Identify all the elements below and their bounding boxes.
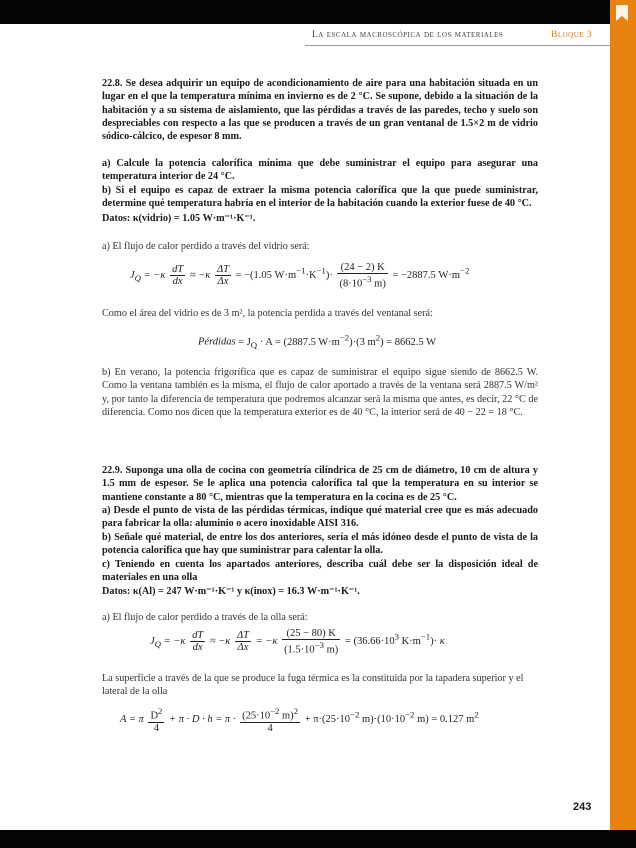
problem-22-8-solution-b: b) En verano, la potencia frigorífica que es capaz de suministrar el equipo sigue siendo de 8662.5 W. Como la ventana también es la misma, el flujo de calor aportado a través de la ventana será 2887.5 W/m² y, por tanto la diferencia de temperatura que podremos alcanzar será la misma que antes, es decir, 22 °C de diferencia. Como nos dicen que la temperatura exterior es de 40 °C, la interior será de 40 − 22 = 18 °C. bbox=[102, 367, 538, 418]
equation-surface-area: A = π $\frac{D^2}{4}$ + π · D · h = π · $\frac{(25\cdot 10^{-2} m)^2}{4}$ + $\pi\cdot(25\cdot 10^{-2}$ $m)\cdot(10\cdot 10^{-2}$ m) = 0.127 $m^2$ bbox=[120, 706, 479, 734]
bottom-bar bbox=[0, 830, 636, 848]
problem-22-8-datos: Datos: κ(vidrio) = 1.05 W·m⁻¹·K⁻¹. bbox=[102, 213, 256, 224]
section-tab bbox=[610, 0, 636, 830]
header-rule bbox=[305, 45, 610, 46]
problem-22-8-part-a: a) Calcule la potencia calorífica mínima que debe suministrar el equipo para asegurar una temperatura interior de 24 °C. bbox=[102, 158, 538, 183]
running-header-title: La escala macroscópica de los materiales bbox=[312, 30, 504, 40]
bookmark-icon[interactable] bbox=[613, 4, 631, 22]
running-header-section: Bloque 3 bbox=[551, 30, 593, 40]
problem-22-9-solution-a: a) El flujo de calor perdido a través de la olla será: bbox=[102, 612, 308, 623]
problem-22-9-part-c: c) Teniendo en cuenta los apartados anteriores, describa cuál debe ser la disposición ideal de materiales en una olla bbox=[102, 559, 538, 584]
problem-22-9-datos: Datos: κ(Al) = 247 W·m⁻¹·K⁻¹ y κ(inox) = 16.3 W·m⁻¹·K⁻¹. bbox=[102, 586, 360, 597]
problem-22-8-solution-a: a) El flujo de calor perdido a través del vidrio será: bbox=[102, 241, 310, 252]
problem-22-9-statement: 22.9. Suponga una olla de cocina con geometría cilíndrica de 25 cm de diámetro, 10 cm de altura y 1.5 mm de espesor. Se le aplica una potencia calorífica tal que la temperatura en su interior se mantiene constante a 80 °C, mientras que la temperatura en la cocina es de 25 °C. bbox=[102, 465, 538, 503]
problem-22-8-part-b: b) Si el equipo es capaz de extraer la misma potencia calorífica que la que puede suministrar, determine qué temperatura habría en el interior de la habitación cuando la exterior fuese de 40 °C. bbox=[102, 185, 538, 210]
equation-heat-flux-glass: $J_Q = -\kappa$ $\frac{dT}{dx}$ ≈ −κ $\frac{\Delta T}{\Delta x}$ = −(1.05 $W\cdot m^{-1}\cdot K^{-1})\cdot$ $\frac{(24 - 2) K}{(8\cdot 10^{-3} m)}$ = −2887.5 $W\cdot m^{-2}$ bbox=[130, 262, 470, 290]
equation-heat-flux-pot: $J_Q = -\kappa$ $\frac{dT}{dx}$ ≈ −κ $\frac{\Delta T}{\Delta x}$ = −κ $\frac{(25 - 80) K}{(1.5\cdot 10^{-3} m)}$ = ($36.66\cdot 10^3$ $K\cdot m^{-1})\cdot \kappa$ bbox=[150, 628, 445, 656]
problem-22-8-statement: 22.8. Se desea adquirir un equipo de acondicionamiento de aire para una habitación situada en un lugar en el que la temperatura mínima en invierno es de 2 °C. Se supone, debido a la situación de la habitación y a su sistema de aislamiento, que las pérdidas a través de las paredes, techo y suelo son despreciables con respecto a las que se producen a través de un gran ventanal de 1.5×2 m de vidrio sódico-cálcico, de espesor 8 mm. bbox=[102, 78, 538, 143]
equation-power-loss: Pérdidas = $J_Q \cdot A = (2887.5$ $W\cdot m^{-2})\cdot(3$ $m^2) = 8662.5$ W bbox=[198, 332, 436, 350]
problem-22-8-area-text: Como el área del vidrio es de 3 m², la potencia perdida a través del ventanal será: bbox=[102, 308, 433, 319]
problem-22-9-part-a: a) Desde el punto de vista de las pérdidas térmicas, indique qué material cree que es más adecuado para fabricar la olla: aluminio o acero inoxidable AISI 316. bbox=[102, 505, 538, 530]
book-page bbox=[0, 24, 626, 830]
problem-22-9-surface-text: La superficie a través de la que se produce la fuga térmica es la constituida por la tapadera superior y el lateral de la olla bbox=[102, 673, 524, 698]
problem-22-9-part-b: b) Señale qué material, de entre los dos anteriores, sería el más idóneo desde el punto de vista de la potencia calorífica que hay que suministrar para calentar la olla. bbox=[102, 532, 538, 557]
top-bar bbox=[0, 0, 636, 24]
page-number: 243 bbox=[573, 801, 592, 813]
